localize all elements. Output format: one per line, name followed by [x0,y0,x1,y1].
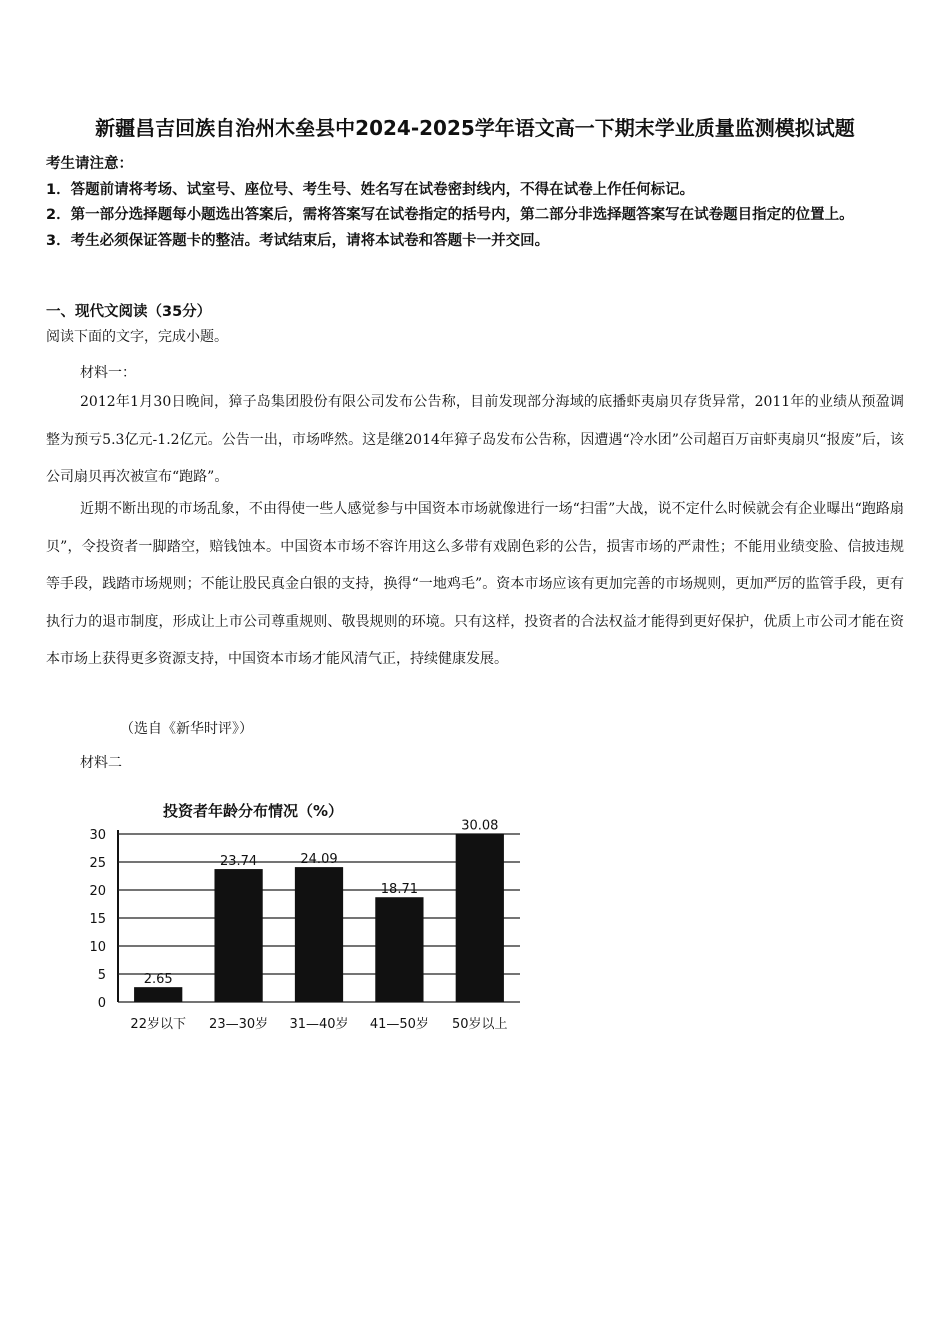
chart-y-tick-label: 0 [97,996,106,1011]
notice-item: 2．第一部分选择题每小题选出答案后，需将答案写在试卷指定的括号内，第二部分非选择题答案写在试卷题目指定的位置上。 [46,207,854,223]
material-one-paragraph-2: 近期不断出现的市场乱象，不由得使一些人感觉参与中国资本市场就像进行一场“扫雷”大战，说不定什么时候就会有企业曝出“跑路扇贝”，令投资者一脚踏空，赔钱蚀本。中国资本市场不容许用这么多带有戏剧色彩的公告，损害市场的严肃性；不能用业绩变脸、信披违规等手段，践踏市场规则；不能让股民真金白银的支持，换得“一地鸡毛”。资本市场应该有更加完善的市场规则，更加严厉的监管手段，更有执行力的退市制度，形成让上市公司尊重规则、敬畏规则的环境。只有这样，投资者的合法权益才能得到更好保护，优质上市公司才能在资本市场上获得更多资源支持，中国资本市场才能风清气正，持续健康发展。 [46,501,904,667]
chart-x-tick-label: 31—40岁 [289,1017,349,1032]
material-two-label: 材料二 [80,755,122,771]
chart-x-tick-label: 41—50岁 [369,1017,429,1032]
chart-title: 投资者年龄分布情况（%） [163,802,344,820]
chart-bar [456,834,504,1002]
chart-y-tick-label: 20 [89,884,106,899]
notice-block [46,152,906,254]
chart-value-label: 24.09 [300,852,338,868]
chart-y-tick-label: 15 [89,912,106,927]
chart-x-labels [130,1016,507,1032]
chart-bar [375,897,423,1002]
material-one-label: 材料一： [80,365,136,381]
chart-bar [134,987,182,1002]
notice-item: 1．答题前请将考场、试室号、座位号、考生号、姓名写在试卷密封线内，不得在试卷上作任何标记。 [46,181,695,198]
chart-value-label: 23.74 [219,854,258,870]
chart-y-ticks [89,828,106,1011]
chart-y-tick-label: 25 [89,856,106,871]
chart-value-label: 18.71 [380,882,419,898]
age-distribution-chart [88,796,538,1046]
chart-x-tick-label: 23—30岁 [209,1017,269,1032]
notice-item: 3．考生必须保证答题卡的整洁。考试结束后，请将本试卷和答题卡一并交回。 [46,232,550,249]
chart-y-tick-label: 30 [89,828,106,843]
chart-y-tick-label: 5 [97,968,106,983]
chart-bar [214,869,262,1002]
exam-title: 新疆昌吉回族自治州木垒县中2024-2025学年语文高一下期末学业质量监测模拟试题 [95,116,855,140]
material-one-source: （选自《新华时评》） [120,721,253,737]
material-one-paragraph-1: 2012年1月30日晚间，獐子岛集团股份有限公司发布公告称，目前发现部分海域的底播虾夷扇贝存货异常，2011年的业绩从预盈调整为预亏5.3亿元-1.2亿元。公告一出，市场哗然。这是继2014年獐子岛发布公告称，因遭遇“冷水团”公司超百万亩虾夷扇贝“报废”后，该公司扇贝再次被宣布“跑路”。 [46,394,904,485]
chart-x-tick-label: 22岁以下 [130,1017,186,1032]
chart-x-tick-label: 50岁以上 [452,1017,508,1032]
chart-value-label: 2.65 [143,972,173,988]
chart-value-label: 30.08 [461,818,499,834]
chart-y-tick-label: 10 [89,940,106,955]
section-instruction: 阅读下面的文字，完成小题。 [46,329,228,345]
notice-heading: 考生请注意： [46,156,133,172]
section-heading: 一、现代文阅读（35分） [46,304,212,320]
chart-bar [295,867,343,1002]
